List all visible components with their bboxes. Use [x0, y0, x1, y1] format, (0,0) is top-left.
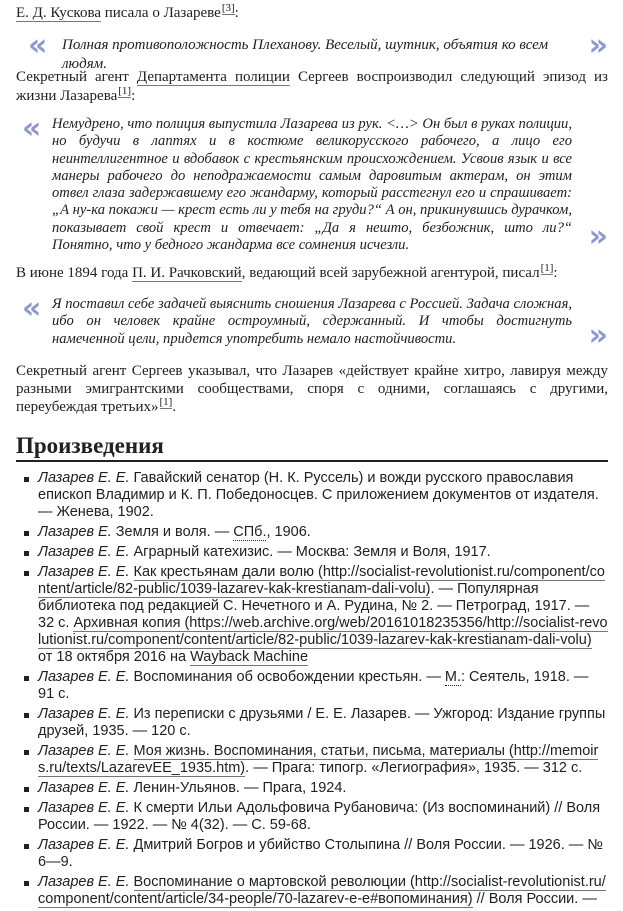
quote-plekhanov — [16, 28, 608, 72]
work-text — [129, 743, 133, 759]
work-author: Лазарев Е. Е. — [38, 874, 130, 890]
section-heading-works: Произведения — [16, 432, 608, 462]
paragraph-sergeev-summary — [16, 362, 608, 416]
kuskova-link[interactable]: Е. Д. Кускова — [16, 5, 101, 21]
work-author: Лазарев Е. Е. — [38, 837, 130, 853]
list-item — [16, 669, 608, 703]
work-text: Аграрный катехизис. — Москва: Земля и Воля, 1917. — [129, 544, 491, 560]
work-text: Гавайский сенатор (Н. К. Руссель) и вожди русского православия епископ Владимир и К. П. Победоносцев. С приложением документов от издателя. — Женева, 1902. — [38, 470, 599, 520]
reference-1[interactable]: [1] — [540, 262, 554, 274]
work-author: Лазарев Е. Е. — [38, 706, 130, 722]
intro2-text-before: Секретный агент — [16, 69, 137, 85]
para4-text: Секретный агент Сергеев указывал, что Лазарев «действует крайне хитро, лавируя между разными эмигрантскими сообществами, споря с одними, соглашаясь с другими, переубеждая третьих» — [16, 363, 608, 415]
work-text: К смерти Ильи Адольфовича Рубановича: (Из воспоминаний) // Воля России. — 1922. — № 4(32). — С. 59-68. — [38, 800, 601, 833]
work-link[interactable]: Моя жизнь. Воспоминания, статьи, письма, материалы (http://memoirs.ru/texts/LazarevEE_1935.htm) — [38, 743, 599, 776]
work-author: Лазарев Е. Е. — [38, 470, 130, 486]
work-author: Лазарев Е. Е. — [38, 800, 130, 816]
quote-text: Полная противоположность Плеханову. Веселый, шутник, объятия ко всем людям. — [62, 37, 549, 72]
intro2-tail: : — [131, 88, 136, 104]
close-quote-icon: » — [588, 28, 606, 63]
work-text: Ленин-Ульянов. — Прага, 1924. — [129, 780, 347, 796]
intro-paragraph-sergeev — [16, 68, 608, 106]
work-text: . — Популярная библиотека под редакцией С. Нечетного и А. Рудина, № 2. — Петроград, 1917. — 32 с. — [38, 581, 590, 631]
work-text: от 18 октября 2016 на — [38, 649, 191, 665]
list-item — [16, 544, 608, 561]
archive-copy-link[interactable]: Архивная копия (https://web.archive.org/web/20161018235356/http://socialist-revolutionist.ru/component/content/article/82-public/1039-lazarev-kak-krestianam-dali-volu) — [38, 615, 608, 648]
work-author: Лазарев Е. Е. — [38, 669, 130, 685]
intro2-text-after: Сергеев воспроизводил следующий эпизод из жизни Лазарева — [16, 69, 608, 104]
intro3-tail: : — [553, 265, 558, 281]
intro1-tail: : — [234, 5, 239, 21]
open-quote-icon: « — [22, 291, 40, 326]
work-author: Лазарев Е. Е. — [38, 544, 130, 560]
open-quote-icon: « — [28, 28, 46, 63]
work-link[interactable]: Как крестьянам дали волю (http://socialist-revolutionist.ru/component/content/article/82-public/1039-lazarev-kak-krestianam-dali-volu) — [38, 564, 605, 597]
list-item — [16, 470, 608, 521]
abbreviation: М. — [444, 669, 461, 685]
list-item — [16, 780, 608, 797]
work-author: Лазарев Е. — [38, 524, 112, 540]
list-item — [16, 564, 608, 666]
work-text: : Сеятель, 1918. — 91 с. — [38, 669, 589, 702]
open-quote-icon: « — [22, 111, 40, 146]
quote-text: Немудрено, что полиция выпустила Лазарева из рук. <…> Он был в руках полиции, но будучи в лаптях и в костюме великорусского рабочего, а лицо его неинтеллигентное и вдобавок с крестьянским происхождением. Усвоив язык и все манеры рабочего до неподражаемости самым даровитым актерам, он этим отвел глаза задержавшему его жандарму, который расстегнул его и спрашивает: „А ну-ка покажи — крест есть ли у тебя на груди?“ А он, прикинувшись дурачком, показывает свой крест и отвечает: „Да я нешто, безбожник, што ли?“ Понятно, что у бедного жандарма все сомнения исчезли. — [52, 116, 573, 254]
reference-1[interactable]: [1] — [118, 85, 132, 97]
wayback-machine-link[interactable]: Wayback Machine — [190, 649, 309, 665]
work-text — [129, 874, 133, 890]
list-item — [16, 874, 608, 908]
quote-text: Я поставил себе задачей выяснить сношения Лазарева с Россией. Задача сложная, ибо он человек крайне остроумный, сдержанный. И чтобы достигнуть намеченной цели, придется употребить немало настойчивости. — [52, 296, 572, 347]
work-text: Из переписки с друзьями / Е. Е. Лазарев. — Ужгород: Издание группы друзей, 1935. — 120 с. — [38, 706, 606, 739]
work-text: Дмитрий Богров и убийство Столыпина // Воля России. — 1926. — № 6—9. — [38, 837, 603, 870]
quote-police-episode — [16, 111, 608, 254]
works-list — [16, 470, 608, 911]
quote-rachkovsky — [16, 291, 608, 353]
intro3-text-before: В июне 1894 года — [16, 265, 133, 281]
para4-tail: . — [172, 399, 177, 415]
intro3-text-after: , ведающий всей зарубежной агентурой, писал — [241, 265, 540, 281]
list-item — [16, 743, 608, 777]
intro-paragraph-kuskova — [16, 4, 608, 23]
police-department-link[interactable]: Департамента полиции — [136, 69, 290, 85]
work-text: Земля и воля. — — [111, 524, 234, 540]
intro-paragraph-rachkovsky — [16, 264, 608, 283]
work-text: , 1906. — [266, 524, 311, 540]
work-text: // Воля России. — — [472, 891, 597, 907]
work-link[interactable]: Воспоминание о мартовской революции (http://socialist-revolutionist.ru/component/content/article/34-people/70-lazarev-e-e#вопоминания) — [38, 874, 606, 907]
reference-3[interactable]: [3] — [221, 2, 235, 14]
work-author: Лазарев Е. Е. — [38, 564, 130, 580]
rachkovsky-link[interactable]: П. И. Рачковский — [132, 265, 242, 281]
list-item — [16, 800, 608, 834]
work-author: Лазарев Е. Е. — [38, 743, 130, 759]
work-text: . — Прага: типогр. «Легиография», 1935. — 312 с. — [245, 760, 583, 776]
list-item — [16, 837, 608, 871]
work-author: Лазарев Е. Е. — [38, 780, 130, 796]
abbreviation: СПб. — [233, 524, 267, 540]
list-item — [16, 706, 608, 740]
intro1-text: писала о Лазареве — [101, 5, 221, 21]
close-quote-icon: » — [588, 219, 606, 254]
close-quote-icon: » — [588, 318, 606, 353]
work-text: Воспоминания об освобождении крестьян. — — [129, 669, 445, 685]
list-item — [16, 524, 608, 541]
reference-1[interactable]: [1] — [159, 396, 173, 408]
